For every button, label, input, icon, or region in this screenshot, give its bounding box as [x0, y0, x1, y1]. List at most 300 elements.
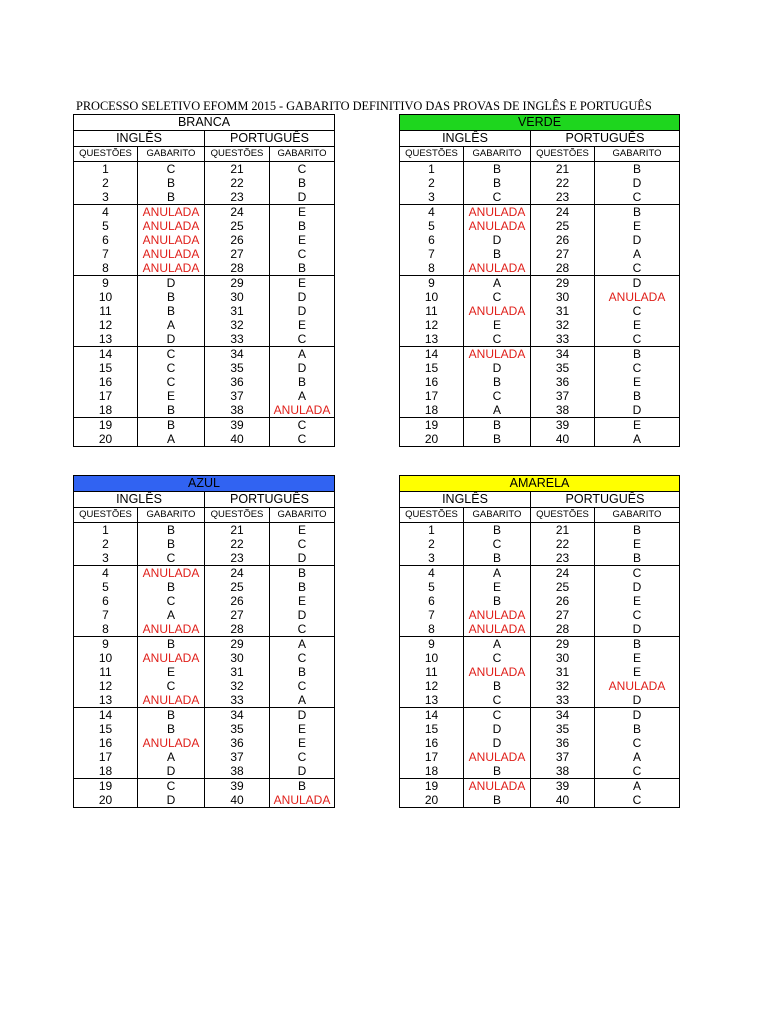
question-number: 30: [531, 290, 595, 304]
table-row: [74, 361, 335, 375]
table-row: [74, 219, 335, 233]
table-row: [74, 708, 335, 723]
question-number: 9: [74, 637, 138, 652]
answer: B: [138, 537, 205, 551]
question-number: 18: [74, 403, 138, 418]
column-header-questoes: QUESTÕES: [531, 147, 595, 162]
table-row: [74, 750, 335, 764]
column-header-gabarito: GABARITO: [138, 508, 205, 523]
table-row: [400, 736, 680, 750]
answer: A: [270, 389, 335, 403]
question-number: 11: [400, 304, 464, 318]
table-header-row: [400, 115, 680, 131]
column-header-row: [74, 508, 335, 523]
table-row: [400, 665, 680, 679]
column-header-gabarito: GABARITO: [464, 147, 531, 162]
table-row: [400, 793, 680, 808]
answer: B: [595, 523, 680, 538]
subject-ingles: INGLÊS: [400, 492, 531, 508]
answer: E: [270, 736, 335, 750]
answer: C: [595, 736, 680, 750]
answer: E: [595, 219, 680, 233]
answer: B: [138, 418, 205, 433]
answer: B: [595, 162, 680, 177]
table-row: [400, 162, 680, 177]
table-row: [400, 580, 680, 594]
answer: ANULADA: [464, 205, 531, 220]
table-row: [400, 594, 680, 608]
table-row: [74, 722, 335, 736]
answer: D: [595, 176, 680, 190]
answer: C: [595, 764, 680, 779]
table-row: [400, 566, 680, 581]
question-number: 31: [531, 665, 595, 679]
table-verde: [399, 114, 680, 447]
answer: ANULADA: [595, 679, 680, 693]
answer: ANULADA: [464, 219, 531, 233]
answer: B: [270, 219, 335, 233]
answer: A: [464, 637, 531, 652]
question-number: 3: [74, 551, 138, 566]
question-number: 40: [531, 432, 595, 447]
table-row: [74, 190, 335, 205]
table-row: [400, 693, 680, 708]
question-number: 38: [205, 764, 270, 779]
question-number: 3: [400, 551, 464, 566]
answer: C: [595, 304, 680, 318]
table-row: [74, 261, 335, 276]
question-number: 16: [400, 375, 464, 389]
column-header-row: [74, 147, 335, 162]
question-number: 38: [531, 764, 595, 779]
answer: D: [464, 361, 531, 375]
question-number: 29: [205, 637, 270, 652]
table-row: [400, 276, 680, 291]
question-number: 18: [400, 764, 464, 779]
answer: A: [138, 608, 205, 622]
question-number: 35: [205, 722, 270, 736]
question-number: 39: [205, 418, 270, 433]
answer: B: [595, 389, 680, 403]
question-number: 33: [205, 332, 270, 347]
answer: B: [270, 779, 335, 794]
answer: B: [595, 347, 680, 362]
table-row: [74, 665, 335, 679]
answer: A: [464, 276, 531, 291]
table-azul: [73, 475, 335, 808]
column-header-gabarito: GABARITO: [270, 508, 335, 523]
question-number: 17: [74, 389, 138, 403]
question-number: 24: [531, 205, 595, 220]
question-number: 35: [531, 722, 595, 736]
question-number: 21: [205, 523, 270, 538]
answer: A: [138, 750, 205, 764]
answer: ANULADA: [464, 608, 531, 622]
question-number: 34: [205, 347, 270, 362]
answer: A: [464, 403, 531, 418]
answer: C: [138, 162, 205, 177]
table-row: [74, 764, 335, 779]
question-number: 6: [400, 594, 464, 608]
table-row: [74, 318, 335, 332]
answer: D: [595, 622, 680, 637]
table-row: [400, 205, 680, 220]
answer: B: [464, 594, 531, 608]
version-name: AZUL: [74, 476, 335, 492]
subject-ingles: INGLÊS: [74, 131, 205, 147]
answer: B: [138, 304, 205, 318]
question-number: 31: [531, 304, 595, 318]
question-number: 4: [74, 566, 138, 581]
answer: ANULADA: [270, 793, 335, 808]
answer: C: [595, 332, 680, 347]
answer: E: [138, 665, 205, 679]
table-row: [74, 432, 335, 447]
question-number: 38: [531, 403, 595, 418]
answer: D: [270, 304, 335, 318]
question-number: 6: [400, 233, 464, 247]
table-row: [400, 347, 680, 362]
answer: ANULADA: [464, 347, 531, 362]
question-number: 19: [74, 779, 138, 794]
table-row: [74, 233, 335, 247]
column-header-row: [400, 147, 680, 162]
answer: C: [595, 261, 680, 276]
answer: B: [270, 375, 335, 389]
table-amarela: [399, 475, 680, 808]
subject-row: [74, 131, 335, 147]
table-row: [400, 233, 680, 247]
answer: C: [464, 389, 531, 403]
question-number: 36: [531, 736, 595, 750]
answer: E: [270, 594, 335, 608]
question-number: 2: [74, 537, 138, 551]
question-number: 23: [531, 190, 595, 205]
table-row: [74, 566, 335, 581]
answer: E: [270, 318, 335, 332]
answer: C: [138, 347, 205, 362]
answer: B: [464, 375, 531, 389]
answer: C: [138, 551, 205, 566]
answer: B: [464, 418, 531, 433]
question-number: 17: [74, 750, 138, 764]
answer: A: [270, 637, 335, 652]
question-number: 15: [74, 361, 138, 375]
answer: D: [270, 190, 335, 205]
question-number: 10: [400, 651, 464, 665]
subject-ingles: INGLÊS: [400, 131, 531, 147]
table-row: [400, 290, 680, 304]
answer: A: [270, 693, 335, 708]
answer: ANULADA: [464, 750, 531, 764]
answer: C: [270, 622, 335, 637]
table-row: [400, 403, 680, 418]
table-row: [74, 594, 335, 608]
question-number: 24: [205, 566, 270, 581]
answer: B: [464, 764, 531, 779]
question-number: 37: [531, 750, 595, 764]
question-number: 22: [531, 176, 595, 190]
table-row: [400, 679, 680, 693]
answer: B: [138, 290, 205, 304]
question-number: 27: [205, 608, 270, 622]
answer: D: [138, 332, 205, 347]
answer: E: [270, 276, 335, 291]
table-row: [74, 679, 335, 693]
question-number: 25: [205, 580, 270, 594]
question-number: 37: [531, 389, 595, 403]
answer: D: [464, 722, 531, 736]
answer: C: [270, 750, 335, 764]
table-row: [400, 176, 680, 190]
answer: A: [464, 566, 531, 581]
question-number: 19: [400, 418, 464, 433]
answer: C: [270, 418, 335, 433]
question-number: 27: [531, 247, 595, 261]
question-number: 5: [74, 580, 138, 594]
subject-portugues: PORTUGUÊS: [531, 131, 680, 147]
question-number: 10: [74, 290, 138, 304]
answer: B: [270, 261, 335, 276]
answer: ANULADA: [464, 304, 531, 318]
question-number: 5: [400, 219, 464, 233]
answer: E: [595, 665, 680, 679]
answer: D: [138, 276, 205, 291]
question-number: 15: [400, 361, 464, 375]
question-number: 26: [531, 594, 595, 608]
question-number: 1: [400, 523, 464, 538]
answer: C: [464, 290, 531, 304]
question-number: 26: [205, 594, 270, 608]
answer: C: [270, 432, 335, 447]
answer: C: [138, 594, 205, 608]
answer: D: [595, 708, 680, 723]
table-row: [400, 361, 680, 375]
question-number: 30: [205, 651, 270, 665]
question-number: 20: [400, 432, 464, 447]
question-number: 7: [74, 247, 138, 261]
answer: ANULADA: [464, 622, 531, 637]
question-number: 20: [400, 793, 464, 808]
answer: E: [595, 375, 680, 389]
question-number: 1: [74, 523, 138, 538]
answer: ANULADA: [270, 403, 335, 418]
answer: C: [270, 679, 335, 693]
answer: E: [464, 580, 531, 594]
question-number: 12: [400, 679, 464, 693]
question-number: 5: [400, 580, 464, 594]
column-header-questoes: QUESTÕES: [74, 147, 138, 162]
question-number: 40: [531, 793, 595, 808]
question-number: 21: [531, 162, 595, 177]
question-number: 13: [400, 332, 464, 347]
question-number: 31: [205, 304, 270, 318]
question-number: 34: [531, 347, 595, 362]
answer: E: [464, 318, 531, 332]
answer: ANULADA: [138, 219, 205, 233]
answer: B: [595, 205, 680, 220]
table-row: [74, 523, 335, 538]
table-row: [400, 304, 680, 318]
answer: E: [138, 389, 205, 403]
question-number: 32: [531, 318, 595, 332]
question-number: 23: [205, 190, 270, 205]
question-number: 36: [205, 375, 270, 389]
question-number: 27: [531, 608, 595, 622]
question-number: 11: [74, 304, 138, 318]
answer: E: [270, 233, 335, 247]
column-header-gabarito: GABARITO: [270, 147, 335, 162]
answer: B: [270, 665, 335, 679]
question-number: 31: [205, 665, 270, 679]
question-number: 7: [400, 247, 464, 261]
answer: D: [138, 793, 205, 808]
answer: D: [595, 276, 680, 291]
answer: B: [464, 162, 531, 177]
table-row: [74, 551, 335, 566]
question-number: 29: [205, 276, 270, 291]
question-number: 27: [205, 247, 270, 261]
question-number: 2: [400, 176, 464, 190]
table-row: [74, 637, 335, 652]
answer: A: [270, 347, 335, 362]
answer: A: [595, 247, 680, 261]
question-number: 23: [531, 551, 595, 566]
answer: E: [595, 651, 680, 665]
table-row: [74, 332, 335, 347]
answer: B: [464, 432, 531, 447]
table-row: [74, 205, 335, 220]
answer: ANULADA: [464, 779, 531, 794]
question-number: 26: [531, 233, 595, 247]
answer: ANULADA: [138, 651, 205, 665]
question-number: 23: [205, 551, 270, 566]
question-number: 32: [205, 318, 270, 332]
answer: A: [595, 779, 680, 794]
answer: C: [464, 651, 531, 665]
subject-row: [400, 131, 680, 147]
answer: B: [270, 566, 335, 581]
question-number: 24: [531, 566, 595, 581]
table-row: [74, 651, 335, 665]
answer: D: [270, 290, 335, 304]
question-number: 6: [74, 594, 138, 608]
question-number: 17: [400, 389, 464, 403]
question-number: 13: [400, 693, 464, 708]
table-row: [400, 750, 680, 764]
table-row: [74, 162, 335, 177]
answer: ANULADA: [138, 622, 205, 637]
question-number: 7: [400, 608, 464, 622]
question-number: 1: [74, 162, 138, 177]
answer: B: [138, 403, 205, 418]
question-number: 2: [400, 537, 464, 551]
answer: C: [464, 537, 531, 551]
question-number: 13: [74, 693, 138, 708]
answer: B: [138, 637, 205, 652]
question-number: 9: [74, 276, 138, 291]
table-row: [74, 622, 335, 637]
question-number: 34: [531, 708, 595, 723]
answer: D: [270, 764, 335, 779]
table-row: [400, 537, 680, 551]
answer: D: [464, 233, 531, 247]
answer: C: [270, 537, 335, 551]
answer: D: [270, 608, 335, 622]
answer: A: [138, 432, 205, 447]
question-number: 33: [531, 693, 595, 708]
question-number: 1: [400, 162, 464, 177]
question-number: 39: [531, 779, 595, 794]
answer: B: [270, 176, 335, 190]
answer: C: [138, 679, 205, 693]
table-row: [400, 375, 680, 389]
table-row: [74, 347, 335, 362]
question-number: 12: [74, 679, 138, 693]
question-number: 28: [205, 622, 270, 637]
table-branca: [73, 114, 335, 447]
column-header-gabarito: GABARITO: [595, 508, 680, 523]
answer: C: [138, 361, 205, 375]
question-number: 11: [400, 665, 464, 679]
subject-row: [400, 492, 680, 508]
table-row: [74, 608, 335, 622]
table-row: [400, 332, 680, 347]
question-number: 4: [74, 205, 138, 220]
answer: A: [595, 750, 680, 764]
table-row: [400, 418, 680, 433]
answer: ANULADA: [595, 290, 680, 304]
answer: ANULADA: [464, 261, 531, 276]
question-number: 12: [400, 318, 464, 332]
column-header-row: [400, 508, 680, 523]
answer: B: [595, 722, 680, 736]
table-row: [74, 693, 335, 708]
question-number: 8: [400, 622, 464, 637]
answer: C: [138, 375, 205, 389]
answer: C: [595, 793, 680, 808]
answer: B: [138, 708, 205, 723]
question-number: 28: [531, 622, 595, 637]
question-number: 8: [74, 261, 138, 276]
subject-portugues: PORTUGUÊS: [531, 492, 680, 508]
answer: E: [270, 523, 335, 538]
question-number: 29: [531, 637, 595, 652]
question-number: 10: [74, 651, 138, 665]
answer: D: [595, 403, 680, 418]
question-number: 18: [74, 764, 138, 779]
answer: ANULADA: [138, 566, 205, 581]
table-row: [400, 779, 680, 794]
answer: E: [270, 205, 335, 220]
answer: E: [595, 418, 680, 433]
table-row: [400, 637, 680, 652]
answer: C: [138, 779, 205, 794]
question-number: 32: [531, 679, 595, 693]
question-number: 20: [74, 432, 138, 447]
answer: B: [464, 523, 531, 538]
question-number: 19: [74, 418, 138, 433]
answer: E: [270, 722, 335, 736]
answer: E: [595, 318, 680, 332]
question-number: 28: [205, 261, 270, 276]
question-number: 36: [531, 375, 595, 389]
question-number: 16: [400, 736, 464, 750]
question-number: 4: [400, 205, 464, 220]
table-row: [74, 418, 335, 433]
answer: C: [270, 332, 335, 347]
column-header-gabarito: GABARITO: [138, 147, 205, 162]
